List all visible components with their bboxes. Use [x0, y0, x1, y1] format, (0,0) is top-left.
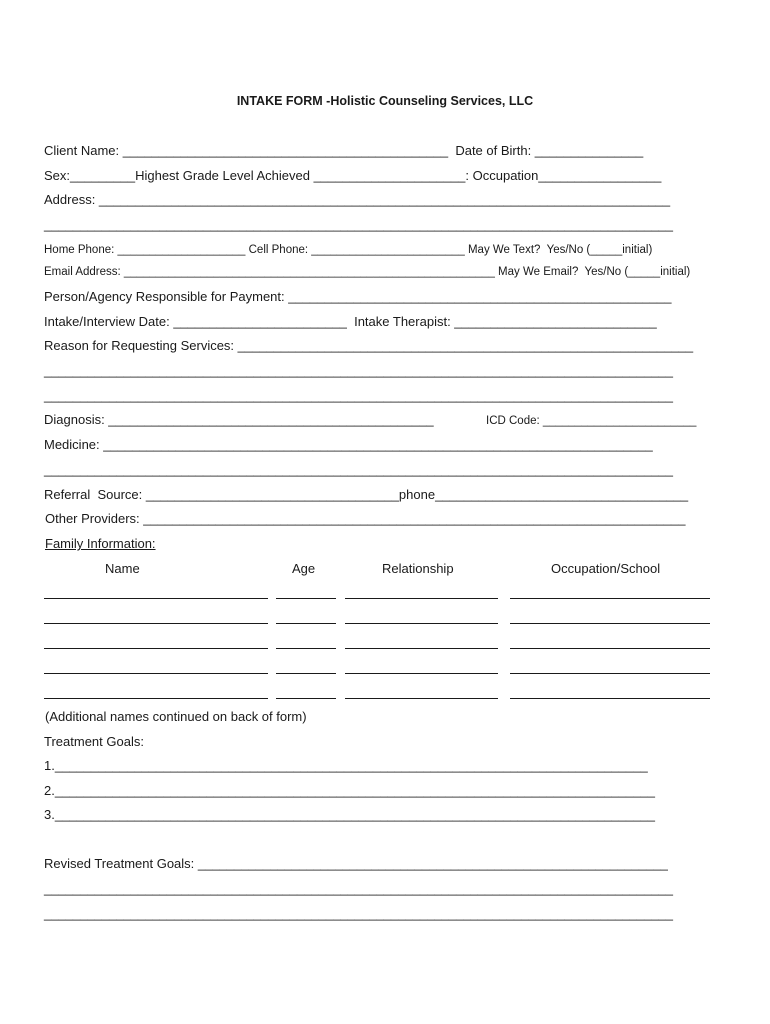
address-blank-line[interactable]: _______________________________________________________________________________________ — [44, 217, 674, 232]
family-row-2-occupation-blank[interactable] — [510, 623, 710, 624]
goal-2-line[interactable]: 2.___________________________________________________________________________________ — [44, 783, 655, 798]
family-information-heading: Family Information: — [45, 536, 156, 551]
family-row-2-age-blank[interactable] — [276, 623, 336, 624]
family-row-1-occupation-blank[interactable] — [510, 598, 710, 599]
reason-blank-line-2[interactable]: _______________________________________________________________________________________ — [44, 388, 674, 403]
referral-source-line[interactable]: Referral Source: ___________________________________phone___________________________________ — [44, 487, 689, 502]
sex-grade-occupation-line[interactable]: Sex:_________Highest Grade Level Achieved _____________________: Occupation_________________ — [44, 168, 662, 183]
family-row-3-relationship-blank[interactable] — [345, 648, 498, 649]
family-row-2-name-blank[interactable] — [44, 623, 268, 624]
family-row-3-age-blank[interactable] — [276, 648, 336, 649]
client-name-line[interactable]: Client Name: _____________________________________________ Date of Birth: _______________ — [44, 143, 644, 158]
form-title: INTAKE FORM -Holistic Counseling Services, LLC — [236, 94, 534, 108]
reason-blank-line-1[interactable]: _______________________________________________________________________________________ — [44, 363, 674, 378]
revised-blank-line-1[interactable]: _______________________________________________________________________________________ — [44, 881, 674, 896]
phones-line[interactable]: Home Phone: ____________________ Cell Phone: ________________________ May We Text? Yes/No (_____initial) — [44, 244, 653, 256]
payment-line[interactable]: Person/Agency Responsible for Payment: _____________________________________________________ — [44, 289, 672, 304]
medicine-blank-line[interactable]: _______________________________________________________________________________________ — [44, 462, 674, 477]
family-row-3-occupation-blank[interactable] — [510, 648, 710, 649]
family-col-age: Age — [292, 561, 316, 576]
family-row-4-age-blank[interactable] — [276, 673, 336, 674]
family-col-occupation: Occupation/School — [551, 561, 661, 576]
additional-names-note: (Additional names continued on back of form) — [45, 709, 307, 724]
email-line[interactable]: Email Address: __________________________________________________________ May We Email? Yes/No (_____initial) — [44, 266, 691, 278]
family-row-4-relationship-blank[interactable] — [345, 673, 498, 674]
medicine-line[interactable]: Medicine: ____________________________________________________________________________ — [44, 437, 653, 452]
intake-date-therapist-line[interactable]: Intake/Interview Date: ________________________ Intake Therapist: ____________________________ — [44, 314, 657, 329]
revised-goals-line[interactable]: Revised Treatment Goals: _________________________________________________________________ — [44, 856, 668, 871]
family-row-1-age-blank[interactable] — [276, 598, 336, 599]
reason-line[interactable]: Reason for Requesting Services: _______________________________________________________________ — [44, 338, 694, 353]
family-row-4-occupation-blank[interactable] — [510, 673, 710, 674]
icd-code-line[interactable]: ICD Code: ________________________ — [486, 415, 697, 427]
family-row-5-relationship-blank[interactable] — [345, 698, 498, 699]
other-providers-line[interactable]: Other Providers: ___________________________________________________________________________ — [45, 511, 686, 526]
family-row-5-occupation-blank[interactable] — [510, 698, 710, 699]
family-col-name: Name — [105, 561, 140, 576]
diagnosis-line[interactable]: Diagnosis: _____________________________________________ — [44, 412, 434, 427]
goal-3-line[interactable]: 3.___________________________________________________________________________________ — [44, 807, 655, 822]
address-line[interactable]: Address: _______________________________________________________________________________ — [44, 192, 671, 207]
family-row-2-relationship-blank[interactable] — [345, 623, 498, 624]
treatment-goals-heading: Treatment Goals: — [44, 734, 144, 749]
family-col-relationship: Relationship — [382, 561, 454, 576]
family-row-1-relationship-blank[interactable] — [345, 598, 498, 599]
family-row-1-name-blank[interactable] — [44, 598, 268, 599]
family-row-4-name-blank[interactable] — [44, 673, 268, 674]
revised-blank-line-2[interactable]: _______________________________________________________________________________________ — [44, 906, 674, 921]
family-row-3-name-blank[interactable] — [44, 648, 268, 649]
family-row-5-age-blank[interactable] — [276, 698, 336, 699]
goal-1-line[interactable]: 1.__________________________________________________________________________________ — [44, 758, 648, 773]
family-row-5-name-blank[interactable] — [44, 698, 268, 699]
